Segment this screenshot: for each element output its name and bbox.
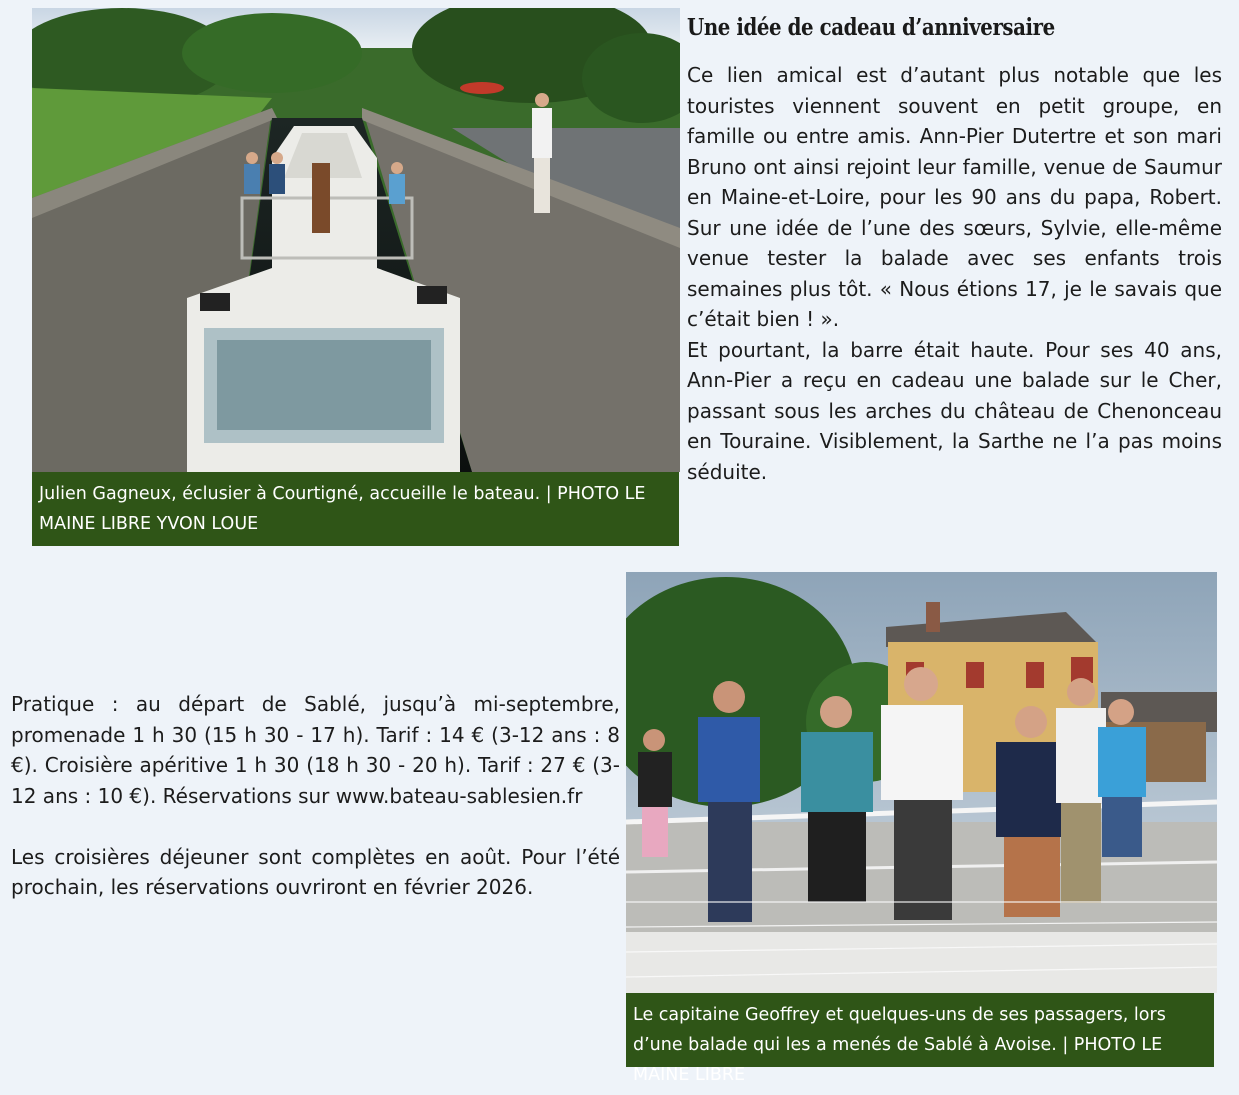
practical-note: Les croisières déjeuner sont complètes en août. Pour l’été prochain, les réservations ouvriront en février 2026. — [11, 844, 620, 899]
passengers-illustration — [626, 572, 1217, 993]
photo-caption-bottom — [626, 993, 1214, 1085]
article-headline: Une idée de cadeau d’anniversaire — [687, 14, 1055, 41]
photo-caption-top — [32, 472, 679, 546]
article-body — [687, 60, 1222, 487]
photo-boat-in-lock — [32, 8, 680, 472]
article-paragraph-1: Ce lien amical est d’autant plus notable que les touristes viennent souvent en petit groupe, en famille ou entre amis. Ann-Pier Dutertre et son mari Bruno ont ainsi rejoint leur famille, venue de Saumur en Maine-et-Loire, pour les 90 ans du papa, Robert. Sur une idée de l’une des sœurs, Sylvie, elle-même venue tester la balade avec ses enfants trois semaines plus tôt. « Nous étions 17, je le savais que c’était bien ! ». — [687, 63, 1222, 331]
article-paragraph-2: Et pourtant, la barre était haute. Pour ses 40 ans, Ann-Pier a reçu en cadeau une balade sur le Cher, passant sous les arches du château de Chenonceau en Touraine. Visiblement, la Sarthe ne l’a pas moins séduite. — [687, 337, 1222, 484]
practical-info: Pratique : au départ de Sablé, jusqu’à mi-septembre, promenade 1 h 30 (15 h 30 - 17 h). Tarif : 14 € (3-12 ans : 8 €). Croisière apéritive 1 h 30 (18 h 30 - 20 h). Tarif : 27 € (3-12 ans : 10 €). Réservations sur www.bateau-sablesien.fr — [11, 692, 620, 808]
photo-passengers-group — [626, 572, 1217, 993]
boat-lock-illustration — [32, 8, 680, 472]
practical-info-block — [11, 689, 620, 903]
caption-text: Le capitaine Geoffrey et quelques-uns de ses passagers, lors d’une balade qui les a menés de Sablé à Avoise. | PHOTO LE MAINE LIBRE — [633, 1005, 1166, 1085]
caption-text: Julien Gagneux, éclusier à Courtigné, accueille le bateau. | PHOTO LE MAINE LIBRE YVON LOUE — [39, 484, 646, 534]
